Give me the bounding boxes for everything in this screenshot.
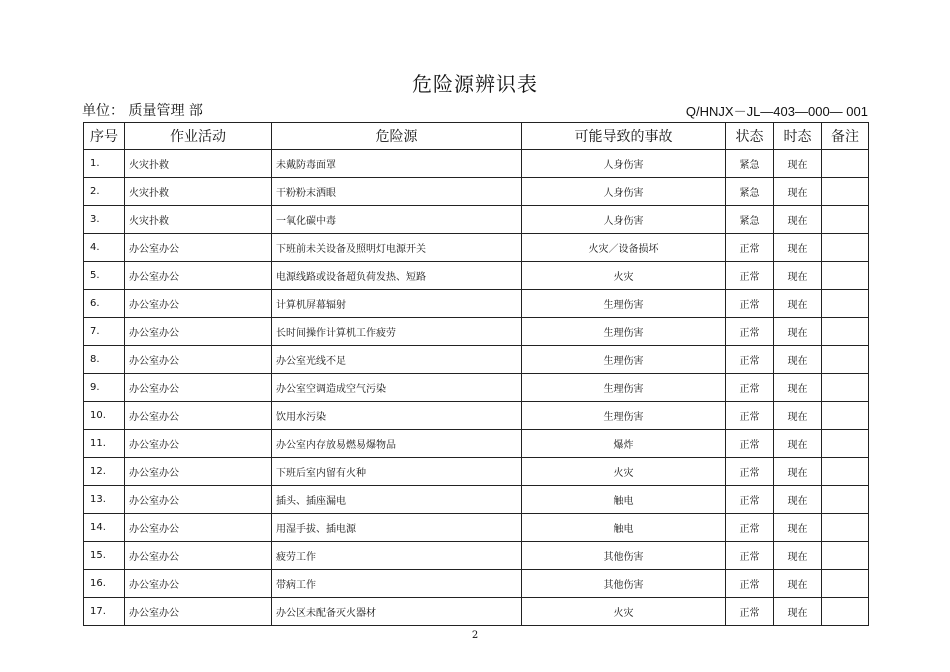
cell-accident: 火灾 (522, 262, 726, 290)
cell-accident: 火灾 (522, 598, 726, 626)
cell-remark (822, 430, 869, 458)
cell-no: 2. (84, 178, 125, 206)
cell-remark (822, 234, 869, 262)
cell-state: 正常 (726, 430, 774, 458)
cell-accident: 其他伤害 (522, 570, 726, 598)
cell-accident: 火灾 (522, 458, 726, 486)
table-row (84, 178, 869, 206)
cell-tense: 现在 (774, 206, 822, 234)
cell-activity: 办公室办公 (125, 598, 272, 626)
cell-tense: 现在 (774, 514, 822, 542)
cell-hazard: 办公室光线不足 (272, 346, 522, 374)
page-number: 2 (471, 630, 479, 641)
cell-tense: 现在 (774, 374, 822, 402)
cell-accident: 触电 (522, 514, 726, 542)
cell-hazard: 一氧化碳中毒 (272, 206, 522, 234)
cell-activity: 办公室办公 (125, 290, 272, 318)
cell-state: 正常 (726, 318, 774, 346)
cell-no: 7. (84, 318, 125, 346)
cell-remark (822, 458, 869, 486)
cell-state: 正常 (726, 262, 774, 290)
cell-activity: 办公室办公 (125, 542, 272, 570)
cell-accident: 生理伤害 (522, 318, 726, 346)
cell-remark (822, 598, 869, 626)
table-row (84, 514, 869, 542)
cell-tense: 现在 (774, 318, 822, 346)
header-accident: 可能导致的事故 (522, 123, 726, 150)
cell-accident: 生理伤害 (522, 402, 726, 430)
table-header-row (84, 123, 869, 150)
cell-accident: 生理伤害 (522, 290, 726, 318)
cell-accident: 生理伤害 (522, 374, 726, 402)
table-row (84, 402, 869, 430)
cell-hazard: 办公室空调造成空气污染 (272, 374, 522, 402)
cell-state: 紧急 (726, 150, 774, 178)
cell-hazard: 电源线路或设备超负荷发热、短路 (272, 262, 522, 290)
table-row (84, 486, 869, 514)
table-row (84, 206, 869, 234)
cell-state: 正常 (726, 598, 774, 626)
cell-state: 正常 (726, 346, 774, 374)
cell-tense: 现在 (774, 178, 822, 206)
cell-remark (822, 346, 869, 374)
unit-line (82, 100, 203, 120)
cell-activity: 办公室办公 (125, 262, 272, 290)
cell-no: 10. (84, 402, 125, 430)
cell-remark (822, 486, 869, 514)
cell-activity: 火灾扑救 (125, 178, 272, 206)
cell-remark (822, 374, 869, 402)
cell-accident: 生理伤害 (522, 346, 726, 374)
cell-activity: 办公室办公 (125, 234, 272, 262)
cell-state: 正常 (726, 402, 774, 430)
cell-tense: 现在 (774, 150, 822, 178)
cell-activity: 办公室办公 (125, 430, 272, 458)
cell-no: 15. (84, 542, 125, 570)
cell-hazard: 干粉粉末洒眼 (272, 178, 522, 206)
cell-activity: 办公室办公 (125, 402, 272, 430)
hazard-table (83, 122, 869, 626)
header-activity: 作业活动 (125, 123, 272, 150)
cell-state: 正常 (726, 374, 774, 402)
unit-value: 质量管理 部 (128, 103, 203, 119)
cell-no: 17. (84, 598, 125, 626)
cell-activity: 火灾扑救 (125, 206, 272, 234)
cell-accident: 触电 (522, 486, 726, 514)
table-row (84, 262, 869, 290)
cell-activity: 办公室办公 (125, 514, 272, 542)
cell-remark (822, 290, 869, 318)
cell-remark (822, 318, 869, 346)
cell-activity: 办公室办公 (125, 374, 272, 402)
header-remark: 备注 (822, 123, 869, 150)
table-row (84, 318, 869, 346)
table-row (84, 374, 869, 402)
cell-accident: 其他伤害 (522, 542, 726, 570)
cell-tense: 现在 (774, 486, 822, 514)
header-hazard: 危险源 (272, 123, 522, 150)
table-row (84, 570, 869, 598)
table-row (84, 346, 869, 374)
cell-no: 4. (84, 234, 125, 262)
cell-remark (822, 262, 869, 290)
cell-no: 5. (84, 262, 125, 290)
cell-activity: 办公室办公 (125, 486, 272, 514)
cell-no: 12. (84, 458, 125, 486)
table-row (84, 290, 869, 318)
cell-accident: 火灾／设备损坏 (522, 234, 726, 262)
cell-no: 3. (84, 206, 125, 234)
cell-tense: 现在 (774, 570, 822, 598)
table-row (84, 234, 869, 262)
cell-remark (822, 206, 869, 234)
cell-activity: 办公室办公 (125, 458, 272, 486)
cell-tense: 现在 (774, 402, 822, 430)
cell-tense: 现在 (774, 430, 822, 458)
cell-accident: 爆炸 (522, 430, 726, 458)
cell-activity: 办公室办公 (125, 570, 272, 598)
cell-state: 正常 (726, 514, 774, 542)
header-no: 序号 (84, 123, 125, 150)
cell-state: 紧急 (726, 178, 774, 206)
cell-remark (822, 150, 869, 178)
cell-tense: 现在 (774, 598, 822, 626)
cell-hazard: 长时间操作计算机工作疲劳 (272, 318, 522, 346)
cell-accident: 人身伤害 (522, 206, 726, 234)
table-row (84, 430, 869, 458)
document-code: Q/HNJX－JL—403—000— 001 (685, 104, 868, 119)
cell-tense: 现在 (774, 458, 822, 486)
cell-remark (822, 402, 869, 430)
cell-hazard: 饮用水污染 (272, 402, 522, 430)
cell-hazard: 未戴防毒面罩 (272, 150, 522, 178)
cell-tense: 现在 (774, 234, 822, 262)
cell-hazard: 疲劳工作 (272, 542, 522, 570)
cell-hazard: 下班前未关设备及照明灯电源开关 (272, 234, 522, 262)
cell-hazard: 带病工作 (272, 570, 522, 598)
cell-state: 正常 (726, 458, 774, 486)
unit-label: 单位： (82, 103, 124, 119)
cell-tense: 现在 (774, 262, 822, 290)
cell-state: 正常 (726, 290, 774, 318)
cell-activity: 火灾扑救 (125, 150, 272, 178)
cell-no: 16. (84, 570, 125, 598)
cell-tense: 现在 (774, 346, 822, 374)
table-row (84, 458, 869, 486)
cell-no: 1. (84, 150, 125, 178)
cell-hazard: 计算机屏幕辐射 (272, 290, 522, 318)
cell-activity: 办公室办公 (125, 318, 272, 346)
cell-state: 正常 (726, 486, 774, 514)
cell-remark (822, 570, 869, 598)
cell-accident: 人身伤害 (522, 150, 726, 178)
cell-state: 正常 (726, 570, 774, 598)
cell-remark (822, 542, 869, 570)
cell-hazard: 用湿手拔、插电源 (272, 514, 522, 542)
cell-hazard: 办公室内存放易燃易爆物品 (272, 430, 522, 458)
cell-hazard: 下班后室内留有火种 (272, 458, 522, 486)
header-tense: 时态 (774, 123, 822, 150)
cell-hazard: 办公区未配备灭火器材 (272, 598, 522, 626)
cell-state: 紧急 (726, 206, 774, 234)
cell-state: 正常 (726, 542, 774, 570)
document-title: 危险源辨识表 (412, 72, 538, 96)
cell-tense: 现在 (774, 542, 822, 570)
table-body (84, 150, 869, 626)
cell-accident: 人身伤害 (522, 178, 726, 206)
cell-no: 8. (84, 346, 125, 374)
cell-no: 14. (84, 514, 125, 542)
cell-remark (822, 514, 869, 542)
table-row (84, 150, 869, 178)
cell-no: 11. (84, 430, 125, 458)
cell-no: 9. (84, 374, 125, 402)
cell-state: 正常 (726, 234, 774, 262)
cell-hazard: 插头、插座漏电 (272, 486, 522, 514)
cell-tense: 现在 (774, 290, 822, 318)
cell-no: 6. (84, 290, 125, 318)
table-row (84, 598, 869, 626)
table-row (84, 542, 869, 570)
cell-remark (822, 178, 869, 206)
header-state: 状态 (726, 123, 774, 150)
cell-no: 13. (84, 486, 125, 514)
cell-activity: 办公室办公 (125, 346, 272, 374)
